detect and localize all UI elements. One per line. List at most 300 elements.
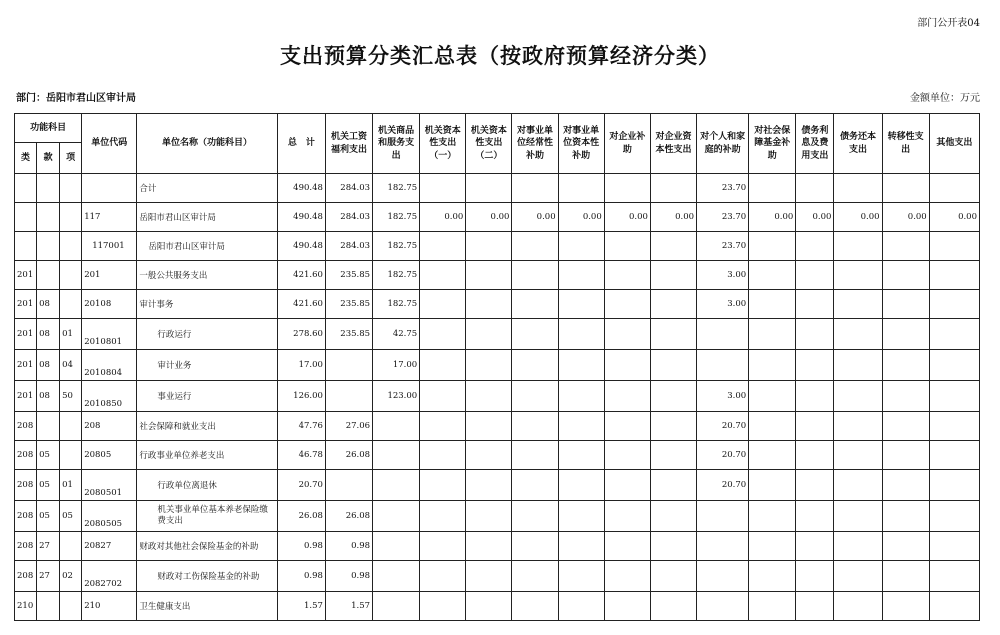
cell-amount	[604, 501, 650, 532]
cell-amount	[420, 561, 466, 592]
table-row	[15, 441, 980, 470]
cell-amount	[796, 290, 834, 319]
header-c3: 机关资本性支出（一）	[420, 114, 466, 174]
cell-amount: 20.70	[697, 441, 749, 470]
cell-amount	[558, 290, 604, 319]
cell-amount	[325, 470, 372, 501]
cell-amount	[604, 561, 650, 592]
cell-amount	[882, 290, 929, 319]
cell-amount: 3.00	[697, 261, 749, 290]
cell-amount	[749, 174, 796, 203]
cell-lei	[15, 174, 37, 203]
cell-amount	[749, 561, 796, 592]
header-kuan: 款	[37, 143, 60, 174]
cell-lei	[15, 203, 37, 232]
cell-amount	[882, 470, 929, 501]
cell-amount	[650, 412, 696, 441]
cell-total: 490.48	[277, 203, 325, 232]
cell-unit-code: 2082702	[82, 561, 137, 592]
cell-amount	[749, 592, 796, 621]
cell-amount: 284.03	[325, 174, 372, 203]
cell-amount	[650, 261, 696, 290]
cell-amount	[558, 470, 604, 501]
header-c9: 对个人和家庭的补助	[697, 114, 749, 174]
cell-total: 0.98	[277, 561, 325, 592]
cell-amount	[466, 261, 512, 290]
cell-total: 278.60	[277, 319, 325, 350]
cell-amount	[466, 319, 512, 350]
cell-amount	[466, 561, 512, 592]
cell-amount: 42.75	[373, 319, 420, 350]
cell-amount	[749, 261, 796, 290]
cell-xiang	[60, 532, 82, 561]
cell-unit-code: 2080501	[82, 470, 137, 501]
cell-unit-name: 行政事业单位养老支出	[137, 441, 277, 470]
cell-amount: 20.70	[697, 412, 749, 441]
cell-amount: 284.03	[325, 232, 372, 261]
header-c10: 对社会保障基金补助	[749, 114, 796, 174]
cell-amount: 182.75	[373, 261, 420, 290]
cell-amount	[650, 501, 696, 532]
table-row	[15, 470, 980, 501]
cell-amount	[604, 532, 650, 561]
cell-amount	[604, 412, 650, 441]
cell-kuan: 05	[37, 501, 60, 532]
table-row	[15, 350, 980, 381]
cell-amount	[834, 441, 882, 470]
cell-amount	[512, 232, 558, 261]
cell-amount	[466, 350, 512, 381]
cell-amount	[558, 350, 604, 381]
cell-xiang	[60, 232, 82, 261]
cell-unit-code: 117	[82, 203, 137, 232]
cell-amount: 0.00	[650, 203, 696, 232]
cell-amount	[558, 261, 604, 290]
cell-amount	[882, 592, 929, 621]
cell-total: 126.00	[277, 381, 325, 412]
cell-amount: 182.75	[373, 290, 420, 319]
cell-xiang	[60, 261, 82, 290]
cell-amount	[466, 441, 512, 470]
cell-amount	[420, 232, 466, 261]
header-c1: 机关工资福利支出	[325, 114, 372, 174]
cell-amount	[604, 350, 650, 381]
cell-amount	[466, 232, 512, 261]
cell-unit-name: 行政单位离退休	[137, 470, 277, 501]
cell-lei: 210	[15, 592, 37, 621]
cell-amount	[604, 592, 650, 621]
header-c5: 对事业单位经常性补助	[512, 114, 558, 174]
cell-amount: 0.00	[604, 203, 650, 232]
table-row	[15, 203, 980, 232]
header-c2: 机关商品和服务支出	[373, 114, 420, 174]
cell-unit-code: 117001	[82, 232, 137, 261]
form-number: 部门公开表04	[917, 18, 980, 29]
cell-amount	[466, 174, 512, 203]
cell-amount	[749, 290, 796, 319]
cell-amount	[796, 319, 834, 350]
table-row	[15, 319, 980, 350]
cell-amount	[796, 350, 834, 381]
cell-amount	[420, 592, 466, 621]
cell-amount	[420, 350, 466, 381]
amount-unit-label: 金额单位：万元	[910, 93, 980, 104]
cell-amount	[558, 174, 604, 203]
cell-unit-code: 208	[82, 412, 137, 441]
cell-lei: 208	[15, 532, 37, 561]
cell-amount: 0.98	[325, 561, 372, 592]
header-xiang: 项	[60, 143, 82, 174]
cell-total: 490.48	[277, 232, 325, 261]
cell-amount	[882, 412, 929, 441]
cell-amount	[749, 381, 796, 412]
cell-amount: 182.75	[373, 203, 420, 232]
cell-amount	[512, 561, 558, 592]
cell-amount	[882, 261, 929, 290]
cell-amount	[796, 174, 834, 203]
cell-unit-code: 2010804	[82, 350, 137, 381]
cell-amount	[373, 412, 420, 441]
cell-total: 421.60	[277, 261, 325, 290]
header-c13: 转移性支出	[882, 114, 929, 174]
cell-total: 0.98	[277, 532, 325, 561]
cell-kuan: 05	[37, 441, 60, 470]
cell-amount	[697, 501, 749, 532]
cell-lei: 201	[15, 261, 37, 290]
cell-amount	[650, 290, 696, 319]
cell-amount	[512, 501, 558, 532]
cell-lei: 201	[15, 381, 37, 412]
cell-unit-name: 一般公共服务支出	[137, 261, 277, 290]
cell-lei: 201	[15, 319, 37, 350]
cell-amount	[650, 381, 696, 412]
cell-amount	[373, 561, 420, 592]
cell-amount	[834, 470, 882, 501]
cell-amount	[834, 561, 882, 592]
cell-amount	[373, 470, 420, 501]
cell-amount	[796, 412, 834, 441]
cell-xiang: 02	[60, 561, 82, 592]
cell-amount	[373, 532, 420, 561]
header-c8: 对企业资本性支出	[650, 114, 696, 174]
cell-amount	[834, 501, 882, 532]
cell-lei: 208	[15, 501, 37, 532]
cell-amount	[796, 232, 834, 261]
cell-amount	[697, 561, 749, 592]
cell-amount: 20.70	[697, 470, 749, 501]
cell-kuan	[37, 412, 60, 441]
cell-amount	[749, 232, 796, 261]
cell-xiang: 50	[60, 381, 82, 412]
cell-kuan	[37, 592, 60, 621]
cell-amount	[929, 319, 979, 350]
cell-amount: 1.57	[325, 592, 372, 621]
cell-amount: 23.70	[697, 203, 749, 232]
cell-amount	[834, 381, 882, 412]
cell-amount	[834, 261, 882, 290]
cell-xiang: 04	[60, 350, 82, 381]
cell-amount	[796, 381, 834, 412]
cell-amount	[558, 441, 604, 470]
cell-amount	[650, 350, 696, 381]
cell-amount	[650, 441, 696, 470]
table-row	[15, 261, 980, 290]
cell-unit-name: 审计业务	[137, 350, 277, 381]
cell-xiang	[60, 412, 82, 441]
cell-amount: 182.75	[373, 174, 420, 203]
table-row	[15, 290, 980, 319]
cell-total: 1.57	[277, 592, 325, 621]
header-unit-name: 单位名称（功能科目）	[137, 114, 277, 174]
cell-kuan	[37, 203, 60, 232]
cell-amount	[749, 501, 796, 532]
cell-lei: 208	[15, 561, 37, 592]
cell-amount	[512, 470, 558, 501]
cell-amount	[796, 532, 834, 561]
cell-amount	[512, 261, 558, 290]
cell-amount	[420, 532, 466, 561]
cell-amount	[929, 290, 979, 319]
header-c11: 债务利息及费用支出	[796, 114, 834, 174]
cell-amount: 235.85	[325, 290, 372, 319]
expenditure-table	[14, 113, 980, 621]
cell-kuan	[37, 261, 60, 290]
cell-amount	[929, 592, 979, 621]
cell-amount	[512, 381, 558, 412]
cell-amount	[882, 319, 929, 350]
header-c14: 其他支出	[929, 114, 979, 174]
cell-amount	[420, 412, 466, 441]
cell-amount	[650, 532, 696, 561]
cell-amount	[558, 412, 604, 441]
cell-unit-name: 财政对其他社会保险基金的补助	[137, 532, 277, 561]
cell-amount	[466, 290, 512, 319]
cell-amount	[558, 381, 604, 412]
cell-kuan: 08	[37, 290, 60, 319]
cell-amount	[604, 174, 650, 203]
cell-lei: 208	[15, 412, 37, 441]
cell-amount	[834, 232, 882, 261]
header-total: 总 计	[277, 114, 325, 174]
cell-amount: 26.08	[325, 441, 372, 470]
cell-unit-name: 财政对工伤保险基金的补助	[137, 561, 277, 592]
cell-kuan: 08	[37, 350, 60, 381]
department-label: 部门：岳阳市君山区审计局	[16, 93, 136, 104]
cell-amount	[929, 561, 979, 592]
cell-xiang	[60, 203, 82, 232]
cell-amount	[420, 319, 466, 350]
cell-amount	[604, 232, 650, 261]
table-row	[15, 412, 980, 441]
cell-amount	[512, 350, 558, 381]
cell-amount	[604, 290, 650, 319]
cell-xiang: 01	[60, 319, 82, 350]
cell-amount	[466, 501, 512, 532]
cell-amount	[650, 561, 696, 592]
cell-amount	[882, 381, 929, 412]
cell-unit-name: 审计事务	[137, 290, 277, 319]
cell-amount	[882, 561, 929, 592]
cell-total: 17.00	[277, 350, 325, 381]
cell-lei: 201	[15, 350, 37, 381]
cell-amount	[834, 290, 882, 319]
cell-kuan: 08	[37, 319, 60, 350]
cell-amount	[512, 441, 558, 470]
cell-xiang	[60, 592, 82, 621]
cell-amount	[796, 441, 834, 470]
cell-amount	[604, 261, 650, 290]
cell-amount	[749, 441, 796, 470]
cell-amount	[420, 441, 466, 470]
cell-amount	[882, 532, 929, 561]
cell-amount	[929, 412, 979, 441]
cell-unit-code: 2080505	[82, 501, 137, 532]
cell-amount	[466, 412, 512, 441]
cell-amount	[929, 532, 979, 561]
cell-amount	[512, 412, 558, 441]
cell-xiang: 01	[60, 470, 82, 501]
cell-amount	[512, 174, 558, 203]
table-row	[15, 561, 980, 592]
table-row	[15, 232, 980, 261]
cell-amount	[749, 350, 796, 381]
cell-amount	[834, 174, 882, 203]
cell-amount	[420, 174, 466, 203]
table-row	[15, 381, 980, 412]
cell-amount	[420, 501, 466, 532]
cell-unit-name: 岳阳市君山区审计局	[137, 232, 277, 261]
cell-kuan	[37, 174, 60, 203]
cell-amount	[325, 381, 372, 412]
cell-amount	[882, 232, 929, 261]
cell-amount: 23.70	[697, 174, 749, 203]
cell-amount: 0.00	[420, 203, 466, 232]
cell-amount: 27.06	[325, 412, 372, 441]
cell-amount: 0.00	[882, 203, 929, 232]
cell-kuan	[37, 232, 60, 261]
cell-amount	[650, 232, 696, 261]
cell-amount	[834, 412, 882, 441]
cell-xiang	[60, 290, 82, 319]
cell-amount	[749, 319, 796, 350]
cell-amount	[929, 232, 979, 261]
header-func-subject: 功能科目	[15, 114, 82, 143]
cell-amount	[466, 381, 512, 412]
cell-total: 47.76	[277, 412, 325, 441]
cell-unit-name: 岳阳市君山区审计局	[137, 203, 277, 232]
cell-amount	[604, 470, 650, 501]
cell-total: 421.60	[277, 290, 325, 319]
cell-amount	[834, 350, 882, 381]
cell-amount	[929, 441, 979, 470]
cell-amount: 123.00	[373, 381, 420, 412]
cell-amount	[834, 592, 882, 621]
cell-amount: 0.00	[796, 203, 834, 232]
cell-lei: 208	[15, 470, 37, 501]
cell-amount	[420, 290, 466, 319]
cell-amount	[929, 470, 979, 501]
cell-amount	[929, 501, 979, 532]
cell-amount	[650, 174, 696, 203]
cell-amount	[749, 470, 796, 501]
cell-unit-code: 2010850	[82, 381, 137, 412]
table-row	[15, 174, 980, 203]
cell-amount	[420, 381, 466, 412]
cell-amount	[882, 174, 929, 203]
header-c12: 债务还本支出	[834, 114, 882, 174]
cell-amount	[882, 350, 929, 381]
cell-amount	[558, 532, 604, 561]
cell-amount	[697, 319, 749, 350]
cell-amount: 23.70	[697, 232, 749, 261]
cell-unit-code	[82, 174, 137, 203]
cell-amount: 0.98	[325, 532, 372, 561]
cell-amount	[650, 470, 696, 501]
cell-amount	[796, 501, 834, 532]
cell-xiang	[60, 441, 82, 470]
cell-amount: 0.00	[512, 203, 558, 232]
cell-amount	[796, 261, 834, 290]
cell-total: 20.70	[277, 470, 325, 501]
cell-amount: 235.85	[325, 319, 372, 350]
cell-amount	[929, 174, 979, 203]
cell-amount	[929, 261, 979, 290]
cell-unit-name: 机关事业单位基本养老保险缴费支出	[137, 501, 277, 532]
cell-unit-code: 20827	[82, 532, 137, 561]
cell-unit-code: 20805	[82, 441, 137, 470]
table-row	[15, 501, 980, 532]
cell-amount	[697, 532, 749, 561]
header-c7: 对企业补助	[604, 114, 650, 174]
cell-unit-code: 210	[82, 592, 137, 621]
cell-amount: 0.00	[749, 203, 796, 232]
cell-amount	[834, 532, 882, 561]
cell-amount	[373, 501, 420, 532]
cell-amount	[420, 261, 466, 290]
cell-amount	[558, 561, 604, 592]
cell-lei	[15, 232, 37, 261]
cell-amount	[929, 350, 979, 381]
cell-amount	[796, 561, 834, 592]
cell-unit-code: 2010801	[82, 319, 137, 350]
cell-total: 46.78	[277, 441, 325, 470]
cell-amount	[373, 441, 420, 470]
cell-amount	[604, 441, 650, 470]
header-lei: 类	[15, 143, 37, 174]
page-title: 支出预算分类汇总表（按政府预算经济分类）	[280, 43, 720, 68]
cell-unit-name: 社会保障和就业支出	[137, 412, 277, 441]
cell-amount: 284.03	[325, 203, 372, 232]
cell-xiang	[60, 174, 82, 203]
cell-amount	[512, 319, 558, 350]
cell-amount	[650, 319, 696, 350]
cell-amount	[697, 350, 749, 381]
cell-amount	[882, 441, 929, 470]
cell-amount	[749, 412, 796, 441]
header-unit-code: 单位代码	[82, 114, 137, 174]
cell-amount	[796, 470, 834, 501]
cell-total: 490.48	[277, 174, 325, 203]
cell-amount	[512, 592, 558, 621]
cell-unit-code: 20108	[82, 290, 137, 319]
cell-amount: 3.00	[697, 381, 749, 412]
cell-kuan: 08	[37, 381, 60, 412]
cell-amount	[325, 350, 372, 381]
cell-amount	[558, 501, 604, 532]
cell-kuan: 05	[37, 470, 60, 501]
cell-amount: 235.85	[325, 261, 372, 290]
table-row	[15, 532, 980, 561]
